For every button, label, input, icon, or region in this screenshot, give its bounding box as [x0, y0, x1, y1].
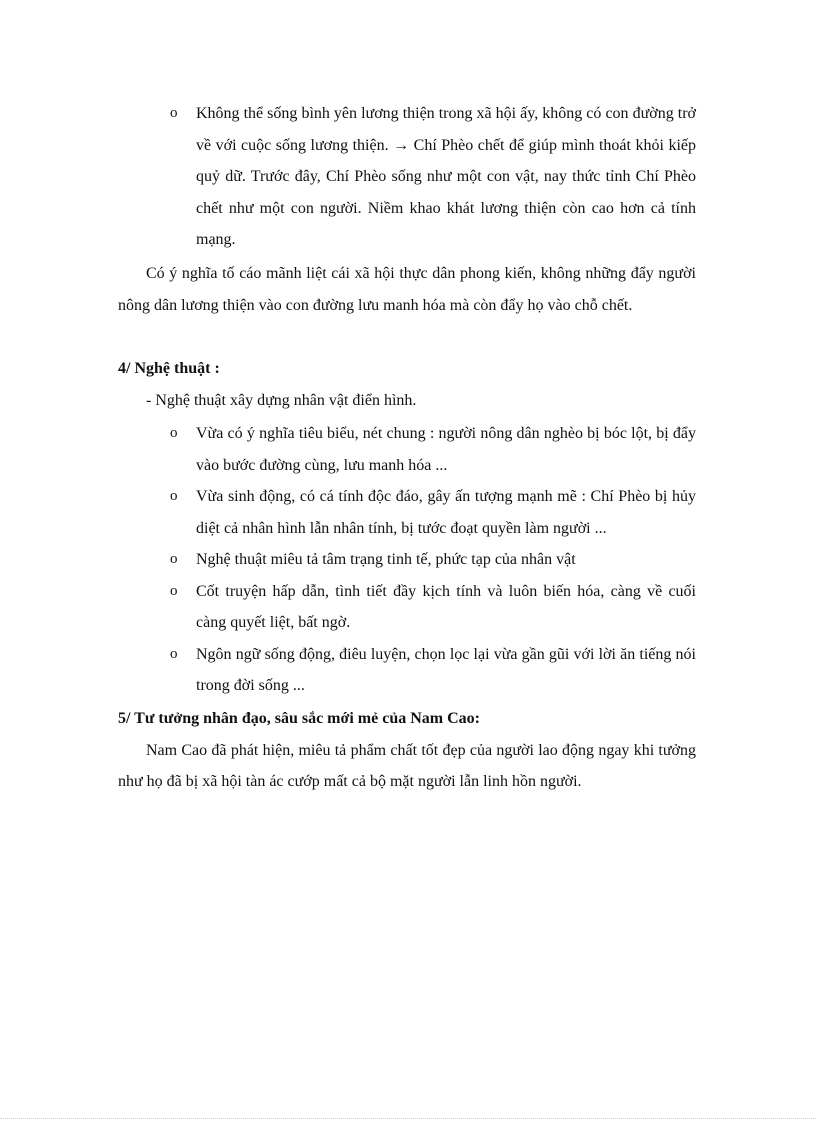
bullet-list-art	[170, 418, 696, 702]
section-4	[118, 353, 696, 416]
bullet-circle-icon: o	[170, 488, 178, 504]
list-item-text: Vừa có ý nghĩa tiêu biểu, nét chung : người nông dân nghèo bị bóc lột, bị đẩy vào bước đường cùng, lưu manh hóa ...	[196, 425, 696, 474]
bullet-circle-icon: o	[170, 425, 178, 441]
list-item-text: Không thể sống bình yên lương thiện trong xã hội ấy, không có con đường trở về với cuộc sống lương thiện. → Chí Phèo chết để giúp mình thoát khỏi kiếp quỷ dữ. Trước đây, Chí Phèo sống như một con vật, nay thức tỉnh Chí Phèo chết như một con người. Niềm khao khát lương thiện còn cao hơn cả tính mạng.	[196, 105, 696, 248]
list-item	[170, 576, 696, 639]
dash-item-typical-character: - Nghệ thuật xây dựng nhân vật điển hình.	[146, 391, 417, 409]
section-3-conclusion	[118, 258, 696, 321]
list-item-text: Ngôn ngữ sống động, điêu luyện, chọn lọc lại vừa gần gũi với lời ăn tiếng nói trong đời sống ...	[196, 645, 696, 694]
bullet-circle-icon: o	[170, 645, 178, 662]
paragraph-nam-cao: Nam Cao đã phát hiện, miêu tả phẩm chất tốt đẹp của người lao động ngay khi tưởng như họ đã bị xã hội tàn ác cướp mất cả bộ mặt người lẫn linh hồn người.	[118, 741, 696, 790]
list-item	[170, 481, 696, 544]
bullet-circle-icon: o	[170, 105, 178, 121]
bullet-list-consequence	[170, 98, 696, 256]
paragraph-denunciation: Có ý nghĩa tố cáo mãnh liệt cái xã hội thực dân phong kiến, không những đẩy người nông dân lương thiện vào con đường lưu manh hóa mà còn đẩy họ vào chỗ chết.	[118, 265, 696, 314]
list-item-text: Vừa sinh động, có cá tính độc đáo, gây ấn tượng mạnh mẽ : Chí Phèo bị hủy diệt cả nhân hình lẫn nhân tính, bị tước đoạt quyền làm người ...	[196, 488, 696, 537]
bullet-circle-icon: o	[170, 551, 178, 567]
page-bottom-border	[0, 1118, 816, 1119]
list-item-text: Nghệ thuật miêu tả tâm trạng tinh tế, phức tạp của nhân vật	[196, 551, 576, 568]
list-item	[170, 544, 696, 576]
heading-humanism: 5/ Tư tưởng nhân đạo, sâu sắc mới mẻ của Nam Cao:	[118, 710, 480, 727]
bullet-circle-icon: o	[170, 582, 178, 599]
list-item	[170, 639, 696, 702]
list-item	[170, 418, 696, 481]
list-item-text: Cốt truyện hấp dẫn, tình tiết đầy kịch tính và luôn biến hóa, càng về cuối càng quyết liệt, bất ngờ.	[196, 582, 696, 631]
section-5	[118, 703, 696, 798]
list-item	[170, 98, 696, 256]
heading-art: 4/ Nghệ thuật :	[118, 360, 220, 377]
